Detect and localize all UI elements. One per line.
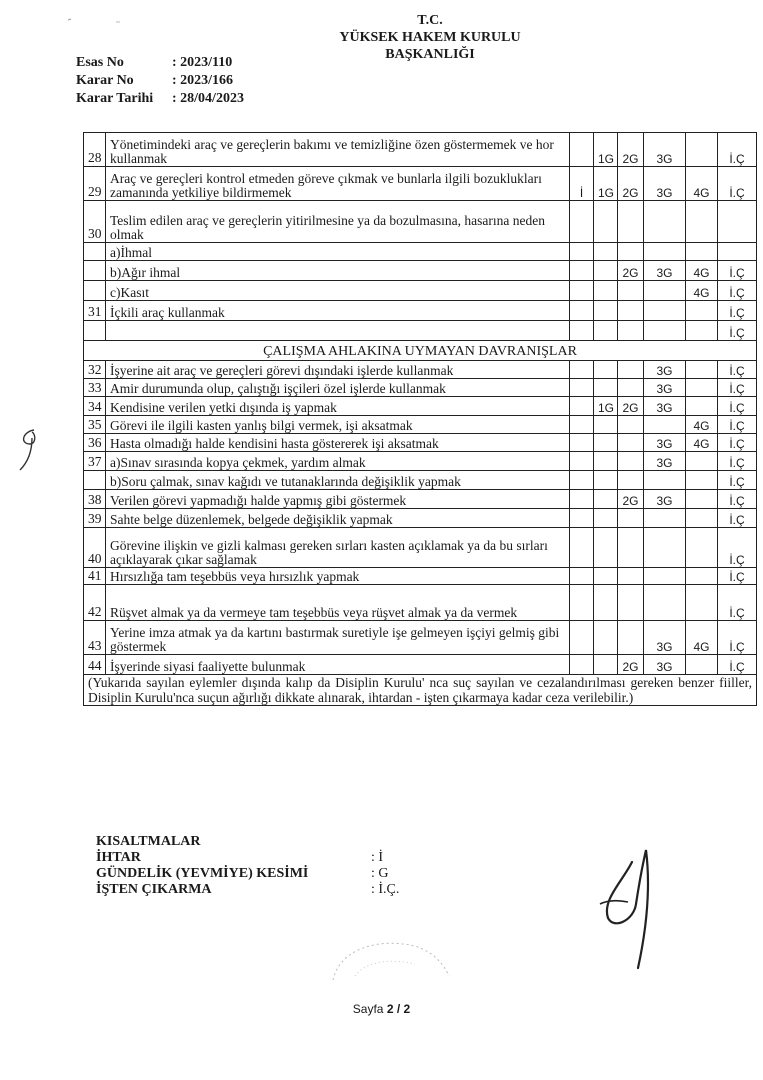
penalty-cell: İ.Ç [718,452,757,471]
penalty-cell [618,281,644,301]
penalty-cell [570,133,594,167]
penalty-table [83,132,757,706]
penalty-cell [686,243,718,261]
row-number: 44 [84,655,106,675]
penalty-cell [618,528,644,568]
penalty-cell [718,243,757,261]
penalty-cell: 3G [644,621,686,655]
penalty-row [84,655,757,675]
offense-description: a)İhmal [106,243,570,261]
row-number: 41 [84,568,106,585]
penalty-cell [644,243,686,261]
abbreviation-label: GÜNDELİK (YEVMİYE) KESİMİ [96,866,309,881]
penalty-cell: 2G [618,655,644,675]
row-number [84,261,106,281]
penalty-cell [594,509,618,528]
faded-stamp-icon [325,936,455,986]
penalty-cell [686,490,718,509]
penalty-cell: 3G [644,490,686,509]
section-title: ÇALIŞMA AHLAKINA UYMAYAN DAVRANIŞLAR [84,341,757,361]
penalty-cell [618,361,644,379]
penalty-cell [686,528,718,568]
row-number [84,243,106,261]
penalty-cell: İ.Ç [718,416,757,434]
penalty-row [84,133,757,167]
penalty-cell [570,321,594,341]
penalty-cell [644,321,686,341]
penalty-cell [594,201,618,243]
penalty-cell [686,397,718,416]
row-number: 42 [84,585,106,621]
section-header-row [84,341,757,361]
penalty-row [84,167,757,201]
penalty-cell [718,201,757,243]
penalty-cell [570,528,594,568]
penalty-cell: 2G [618,133,644,167]
penalty-cell: İ.Ç [718,321,757,341]
offense-description: a)Sınav sırasında kopya çekmek, yardım almak [106,452,570,471]
offense-description: b)Soru çalmak, sınav kağıdı ve tutanaklarında değişiklik yapmak [106,471,570,490]
penalty-cell: İ.Ç [718,585,757,621]
penalty-cell [686,585,718,621]
offense-description: Yerine imza atmak ya da kartını bastırmak suretiyle işe gelmeyen işçiyi gelmiş gibi göstermek [106,621,570,655]
penalty-cell: 4G [686,416,718,434]
penalty-cell: İ.Ç [718,133,757,167]
penalty-cell [570,243,594,261]
penalty-cell: 3G [644,452,686,471]
penalty-cell [686,133,718,167]
penalty-cell [570,281,594,301]
penalty-cell: İ.Ç [718,397,757,416]
row-number: 32 [84,361,106,379]
offense-description: Kendisine verilen yetki dışında iş yapmak [106,397,570,416]
meta-label: Esas No [76,55,124,70]
penalty-row [84,301,757,321]
penalty-row [84,490,757,509]
offense-description: c)Kasıt [106,281,570,301]
abbreviations-block [96,834,399,898]
penalty-cell [644,528,686,568]
meta-value: : 2023/166 [172,73,234,88]
penalty-cell [594,621,618,655]
penalty-cell [570,621,594,655]
penalty-cell [570,201,594,243]
offense-description: Hasta olmadığı halde kendisini hasta göstererek işi aksatmak [106,434,570,452]
penalty-cell [618,509,644,528]
offense-description: Verilen görevi yapmadığı halde yapmış gibi göstermek [106,490,570,509]
penalty-cell [644,585,686,621]
penalty-row [84,321,757,341]
penalty-cell: İ.Ç [718,509,757,528]
offense-description: Amir durumunda olup, çalıştığı işçileri özel işlerde kullanmak [106,379,570,397]
penalty-cell [594,434,618,452]
header-line-1: T.C. [417,13,443,28]
penalty-cell: İ.Ç [718,301,757,321]
row-number: 31 [84,301,106,321]
abbreviations-title: KISALTMALAR [96,834,201,849]
penalty-cell [644,568,686,585]
penalty-cell [644,281,686,301]
penalty-cell [644,301,686,321]
header-line-3: BAŞKANLIĞI [385,47,475,62]
penalty-cell [618,416,644,434]
penalty-cell [570,416,594,434]
penalty-cell: İ.Ç [718,434,757,452]
penalty-cell [570,452,594,471]
abbreviation-row [96,866,399,882]
penalty-cell: 2G [618,167,644,201]
penalty-cell [570,509,594,528]
abbreviation-value: : G [371,866,389,881]
penalty-cell [594,490,618,509]
penalty-cell [594,361,618,379]
offense-description: İşyerinde siyasi faaliyette bulunmak [106,655,570,675]
penalty-cell [644,201,686,243]
penalty-cell [686,471,718,490]
penalty-cell [686,201,718,243]
penalty-cell: İ.Ç [718,471,757,490]
offense-description: b)Ağır ihmal [106,261,570,281]
meta-label: Karar Tarihi [76,91,154,106]
penalty-row [84,471,757,490]
document-header [300,12,560,63]
penalty-cell [570,471,594,490]
meta-label: Karar No [76,73,134,88]
penalty-cell [594,585,618,621]
row-number: 43 [84,621,106,655]
penalty-row [84,509,757,528]
penalty-cell: 3G [644,361,686,379]
page-count: 2 / 2 [386,1002,411,1016]
row-number: 34 [84,397,106,416]
penalty-cell: İ.Ç [718,261,757,281]
penalty-cell [686,509,718,528]
penalty-cell: 1G [594,167,618,201]
penalty-cell: 1G [594,133,618,167]
case-metadata [76,54,244,108]
penalty-cell: 3G [644,133,686,167]
penalty-cell [594,379,618,397]
meta-row [76,54,244,72]
penalty-cell: İ.Ç [718,281,757,301]
penalty-cell [686,568,718,585]
penalty-row [84,621,757,655]
penalty-row [84,585,757,621]
penalty-row [84,528,757,568]
penalty-cell [594,528,618,568]
page-label: Sayfa [352,1002,384,1016]
offense-description: Teslim edilen araç ve gereçlerin yitirilmesine ya da bozulmasına, hasarına neden olmak [106,201,570,243]
row-number: 33 [84,379,106,397]
penalty-cell [570,655,594,675]
penalty-cell: İ.Ç [718,490,757,509]
row-number: 39 [84,509,106,528]
penalty-cell: 3G [644,261,686,281]
row-number [84,281,106,301]
penalty-cell [570,397,594,416]
row-number: 36 [84,434,106,452]
penalty-cell [686,655,718,675]
penalty-cell [686,321,718,341]
penalty-cell: İ.Ç [718,528,757,568]
offense-description: İşyerine ait araç ve gereçleri görevi dışındaki işlerde kullanmak [106,361,570,379]
penalty-cell: İ.Ç [718,621,757,655]
penalty-cell: 2G [618,261,644,281]
penalty-cell [570,568,594,585]
penalty-cell [570,261,594,281]
penalty-cell [594,655,618,675]
offense-description: Rüşvet almak ya da vermeye tam teşebbüs veya rüşvet almak ya da vermek [106,585,570,621]
offense-description: Görevine ilişkin ve gizli kalması gereken sırları kasten açıklamak ya da bu sırları açıklayarak çıkar sağlamak [106,528,570,568]
penalty-cell [594,243,618,261]
penalty-cell: İ.Ç [718,655,757,675]
penalty-cell: 3G [644,167,686,201]
meta-row [76,72,244,90]
penalty-row [84,261,757,281]
penalty-cell [594,321,618,341]
penalty-cell [618,452,644,471]
offense-description: Görevi ile ilgili kasten yanlış bilgi vermek, işi aksatmak [106,416,570,434]
abbreviation-value: : İ.Ç. [371,882,400,897]
note-row [84,675,757,706]
header-line-2: YÜKSEK HAKEM KURULU [339,30,521,45]
offense-description: Hırsızlığa tam teşebbüs veya hırsızlık yapmak [106,568,570,585]
penalty-cell: 4G [686,281,718,301]
penalty-cell [618,201,644,243]
penalty-cell [594,452,618,471]
penalty-table-body [84,133,757,706]
penalty-cell: 1G [594,397,618,416]
penalty-cell: 2G [618,397,644,416]
penalty-cell [618,434,644,452]
penalty-cell: İ.Ç [718,167,757,201]
penalty-cell [594,301,618,321]
penalty-cell [594,281,618,301]
penalty-cell [618,243,644,261]
penalty-cell: İ.Ç [718,361,757,379]
penalty-cell: 3G [644,379,686,397]
penalty-cell [618,568,644,585]
abbreviation-row [96,850,399,866]
row-number: 35 [84,416,106,434]
penalty-row [84,361,757,379]
penalty-row [84,434,757,452]
penalty-cell [570,585,594,621]
penalty-cell: 4G [686,434,718,452]
penalty-cell: 3G [644,397,686,416]
penalty-cell [570,361,594,379]
penalty-cell [686,379,718,397]
meta-value: : 28/04/2023 [172,91,244,106]
penalty-cell [594,416,618,434]
penalty-cell: 4G [686,621,718,655]
penalty-row [84,201,757,243]
scan-specks [66,14,126,26]
row-number: 40 [84,528,106,568]
meta-value: : 2023/110 [172,55,233,70]
offense-description: Araç ve gereçleri kontrol etmeden göreve çıkmak ve bunlarla ilgili bozuklukları zamanında yetkiliye bildirmemek [106,167,570,201]
closing-note: (Yukarıda sayılan eylemler dışında kalıp da Disiplin Kurulu' nca suç sayılan ve cezalandırılması gereken benzer fiiller, Disiplin Kurulu'nca suçun ağırlığı dikkate alınarak, ihtardan - işten çıkarmaya kadar ceza verilebilir.) [84,675,757,706]
penalty-cell: 2G [618,490,644,509]
penalty-row [84,281,757,301]
offense-description: İçkili araç kullanmak [106,301,570,321]
penalty-cell [618,621,644,655]
penalty-cell [686,301,718,321]
penalty-cell: 3G [644,434,686,452]
penalty-cell [618,471,644,490]
row-number [84,471,106,490]
penalty-row [84,452,757,471]
margin-handwritten-mark [14,426,44,476]
penalty-cell: 4G [686,167,718,201]
penalty-cell: İ.Ç [718,379,757,397]
penalty-cell [644,471,686,490]
penalty-row [84,243,757,261]
penalty-cell [570,379,594,397]
penalty-cell: İ.Ç [718,568,757,585]
penalty-cell [570,301,594,321]
penalty-row [84,379,757,397]
penalty-cell [686,452,718,471]
penalty-cell [686,361,718,379]
penalty-cell [594,568,618,585]
abbreviation-row [96,882,399,898]
penalty-cell [570,434,594,452]
penalty-cell: 3G [644,655,686,675]
row-number: 28 [84,133,106,167]
penalty-cell [618,301,644,321]
abbreviation-label: İŞTEN ÇIKARMA [96,882,212,897]
meta-row [76,90,244,108]
offense-description: Yönetimindeki araç ve gereçlerin bakımı ve temizliğine özen göstermemek ve hor kullanmak [106,133,570,167]
penalty-cell: 4G [686,261,718,281]
row-number: 38 [84,490,106,509]
penalty-cell [618,585,644,621]
row-number [84,321,106,341]
row-number: 37 [84,452,106,471]
penalty-row [84,416,757,434]
penalty-cell [594,471,618,490]
penalty-cell [618,321,644,341]
signature-icon [588,842,668,972]
penalty-cell: İ [570,167,594,201]
row-number: 29 [84,167,106,201]
penalty-row [84,397,757,416]
penalty-cell [644,509,686,528]
offense-description [106,321,570,341]
penalty-cell [644,416,686,434]
penalty-row [84,568,757,585]
page-number [0,1002,763,1016]
offense-description: Sahte belge düzenlemek, belgede değişiklik yapmak [106,509,570,528]
abbreviation-value: : İ [371,850,384,865]
row-number: 30 [84,201,106,243]
penalty-cell [594,261,618,281]
penalty-cell [618,379,644,397]
penalty-cell [570,490,594,509]
abbreviation-label: İHTAR [96,850,141,865]
